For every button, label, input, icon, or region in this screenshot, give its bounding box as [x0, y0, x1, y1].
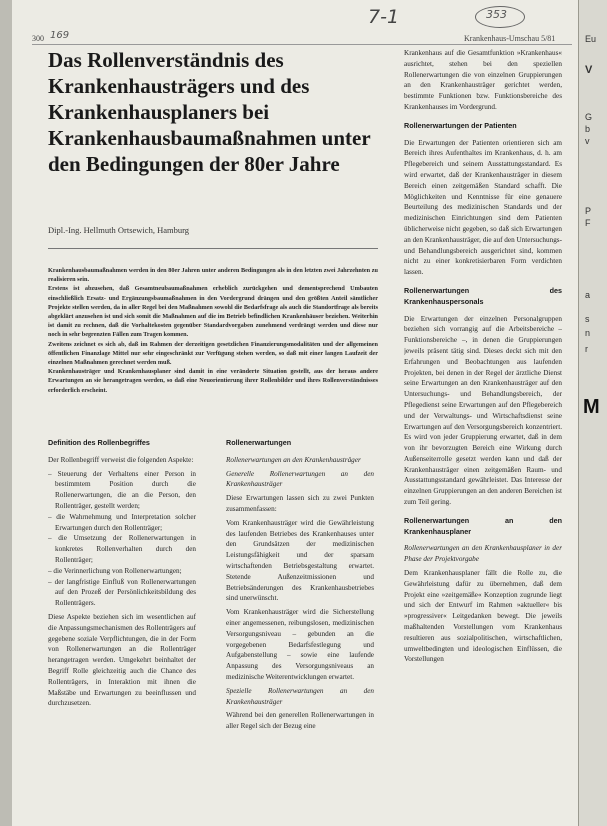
- header-rule: [32, 44, 572, 45]
- aspect-list: [48, 469, 196, 609]
- edge-glyph: b: [585, 124, 591, 134]
- abstract-para: Zweitens zeichnet es sich ab, daß im Rahmen der derzeitigen gesetzlichen Finanzierungsmodalitäten und der allgemeinen öffentlichen Finanzlage Mittel nur sehr eingeschränkt zur Verfügung stehen werden, so daß mit einer langen Laufzeit der einzelnen Maßnahmen gerechnet werden muß.: [48, 340, 378, 367]
- paragraph: Die Erwartungen der einzelnen Personalgruppen beziehen sich vorrangig auf die Arbeitsbereiche – Funktionsbereiche –, in denen die Gruppierungen jeweils präsent tätig sind. Dieses deckt sich mit den Erfahrungen und Beobachtungen aus laufenden Projekten, bei denen in der Regel der ärztliche Dienst seine Erwartungen an den Krankenhausträger auf den Untersuchungs- und Behandlungsbereich, der Pflegedienst seine Erwartungen auf den Pflegebereich und der Verwaltungs- und Wirtschaftsdienst seine Erwartungen auf den Versorgungsbereich konzentriert. Es wird von jeder Gruppierung erwartet, daß in dem von ihr bevorzugten Bereich eine Wirkung durch Außenseiterrolle gesetzt werden kann und daß der Krankenhausträger einen zeitgemäßen Raum- und Ausstattungsstandard gewährleistet. Das Interesse der einzelnen Gruppierungen an den anderen Bereichen ist zum Teil gering.: [404, 314, 562, 507]
- list-item: – die Wahrnehmung und Interpretation solcher Erwartungen durch den Rollenträger;: [48, 512, 196, 532]
- section-heading: Rollenerwartungen: [226, 438, 292, 447]
- subheading: Spezielle Rollenerwartungen an den Krankenhausträger: [226, 686, 374, 706]
- section-heading: Definition des Rollenbegriffes: [48, 438, 150, 447]
- edge-glyph: a: [585, 290, 591, 300]
- article-author: Dipl.-Ing. Hellmuth Ortsewich, Hamburg: [48, 225, 190, 235]
- edge-glyph: P: [585, 206, 592, 216]
- paragraph: Die Erwartungen der Patienten orientieren sich am Bereich ihres Aufenthaltes im Krankenhaus, d. h. am Pflegebereich und seinem Ausstattungsstandard. Es wird erwartet, daß der Krankenhausträger in diesem Bereich einen zeitgemäßen Standard schafft. Die Möglichkeiten und Kenntnisse für eine genauere Beurteilung des medizinischen Standards und der medizinischen Einrichtungen sind dem Patienten üblicherweise nicht gegeben, so daß sich Erwartungen an den Krankenhausträger, die auf den Untersuchungs- und Behandlungsbereich ausgerichtet sind, kommen nicht zu einer konkretisierbaren Form verdichten lassen.: [404, 138, 562, 277]
- section-heading: Rollenerwartungen an den Krankenhausplaner: [404, 515, 562, 536]
- paragraph: Der Rollenbegriff verweist die folgenden Aspekte:: [48, 455, 194, 464]
- edge-big-letter: M: [583, 396, 600, 418]
- edge-glyph: Eu: [585, 34, 597, 44]
- abstract: [48, 266, 378, 395]
- subheading: Rollenerwartungen an den Krankenhausplaner in der Phase der Projektvorgabe: [404, 544, 562, 564]
- adjacent-page-edge: [578, 0, 607, 826]
- section-heading: Rollenerwartungen des Krankenhauspersonals: [404, 285, 562, 306]
- edge-glyph: V: [585, 64, 593, 76]
- list-item: – die Verinnerlichung von Rollenerwartungen;: [48, 566, 182, 575]
- column-2: [226, 438, 374, 818]
- paragraph: Diese Erwartungen lassen sich zu zwei Punkten zusammenfassen:: [226, 494, 374, 513]
- title-rule: [48, 248, 378, 249]
- column-3: [404, 48, 562, 820]
- article-title: Das Rollenverständnis des Krankenhausträgers und des Krankenhausplaners bei Krankenhausbaumaßnahmen unter den Bedingungen der 80er Jahre: [48, 48, 371, 176]
- edge-glyph: F: [585, 218, 591, 228]
- edge-glyph: v: [585, 136, 590, 146]
- abstract-para: Krankenhausträger und Krankenhausplaner sind damit in eine veränderte Situation gestellt, aus der heraus andere Erwartungen an sie herangetragen werden, so daß eine Neuorientierung ihrer Rollenbilder und ihres Rollenverständnisses erforderlich erscheint.: [48, 368, 378, 394]
- abstract-para: Erstens ist abzusehen, daß Gesamtneubaumaßnahmen erheblich zurückgehen und dementsprechend Umbauten einschließlich Ersatz- und Ergänzungsbaumaßnahmen in den Vordergrund drängen und den größten Anteil sämtlicher Projekte stellen werden, da in aller Regel bei den Maßnahmen sowohl die Bedarfsfrage als auch die Standortfrage als bereits abgeklärt anzusehen ist und sich somit die Maßnahmen auf die im Betrieb befindlichen Krankenhäuser beziehen. Weiterhin ist damit zu rechnen, daß die Vorhaltekosten gegenüber Standardvorgaben zunehmend verdrängt werden und diese nur noch in sehr begrenzten Fällen zum Tragen kommen.: [48, 285, 378, 339]
- paragraph: Vom Krankenhausträger wird die Gewährleistung des laufenden Betriebes des Krankenhauses unter den Grundsätzen der medizinischen Leistungsfähigkeit und der sparsam wirtschaftenden Betriebsgestaltung erwartet. Stetende Außenzeitmissionen und Betriebsänderungen des Krankenhausbetriebes sind unerwünscht.: [226, 518, 374, 603]
- abstract-para: Krankenhausbaumaßnahmen werden in den 80er Jahren unter anderen Bedingungen als in den letzten zwei Jahrzehnten zu realisieren sein.: [48, 267, 378, 284]
- list-item: – Steuerung der Verhaltens einer Person in bestimmtem Position durch die Rollenerwartungen, die an die Person, den Rollenträger, gestellt werden;: [48, 469, 196, 510]
- paragraph: Krankenhaus auf die Gesamtfunktion »Krankenhaus« ausrichtet, stehen bei den speziellen Rollenerwartungen die von einzelnen Gruppierungen an den Krankenhausträger gerichtet werden, bestimmte Funktionen bzw. Funktionsbereiche des Krankenhauses im Vordergrund.: [404, 49, 562, 111]
- document-page: [12, 0, 578, 826]
- column-1: [48, 438, 196, 818]
- edge-glyph: G: [585, 112, 593, 122]
- page-handnote: 169: [50, 30, 70, 41]
- paragraph: Während bei den generellen Rollenerwartungen in aller Regel sich der Bezug eine: [226, 711, 374, 731]
- journal-name: Krankenhaus-Umschau 5/81: [464, 34, 556, 43]
- section-heading: Rollenerwartungen der Patienten: [404, 120, 517, 130]
- page-number: 300: [32, 34, 44, 43]
- paragraph: Dem Krankenhausplaner fällt die Rolle zu, die Gewährleistung dafür zu übernehmen, daß dem Projekt eine »zeitgemäße« Konzeption zugrunde liegt und sich der Entwurf im Rahmen »aktueller« bis »progressiver« Leitgedanken bewegt. Die jeweils maßhaltenden Vorstellungen vom Krankenhaus resultieren aus sozialpolitischen, wirtschaftlichen, umweltbedingten und ideologischen Einflüssen, die Vorstellungen: [404, 569, 562, 664]
- subheading: Rollenerwartungen an den Krankenhausträger: [226, 455, 361, 464]
- edge-glyph: r: [585, 344, 588, 354]
- paragraph: Vom Krankenhausträger wird die Sicherstellung einer angemessenen, reibungslosen, medizinischen Versorgungsniveau – gebunden an die vorgegebenen Bedarfsfestlegung und Aufgabenstellung – sowie eine laufende Anpassung des Versorgungsniveaus an medizinische Weiterentwicklungen erwartet.: [226, 608, 374, 681]
- subheading: Generelle Rollenerwartungen an den Krankenhausträger: [226, 469, 374, 489]
- edge-glyph: s: [585, 314, 590, 324]
- list-item: – die Umsetzung der Rollenerwartungen in konkretes Rollenverhalten durch den Rollenträger;: [48, 534, 196, 564]
- paragraph: Diese Aspekte beziehen sich im wesentlichen auf die Anpassungsmechanismen des Rollenträgers auf gegebene soziale Verpflichtungen, die in der Form von Rollenerwartungen an die Rollenträger herangetragen werden. Umgekehrt beinhaltet der Begriff Rolle gleichzeitig auch die Chance des Rollenträgers, in Interaktion mit ihnen die Maßstäbe und Erwartungen zu beeinflussen und durchzusetzen.: [48, 612, 196, 708]
- stamp-number: 353: [486, 8, 507, 21]
- list-item: – der langfristige Einfluß von Rollenerwartungen auf den Prozeß der Persönlichkeitsbildung des Rollenträgers.: [48, 577, 196, 608]
- edge-glyph: n: [585, 328, 591, 338]
- handwritten-mark: 7-1: [368, 6, 400, 28]
